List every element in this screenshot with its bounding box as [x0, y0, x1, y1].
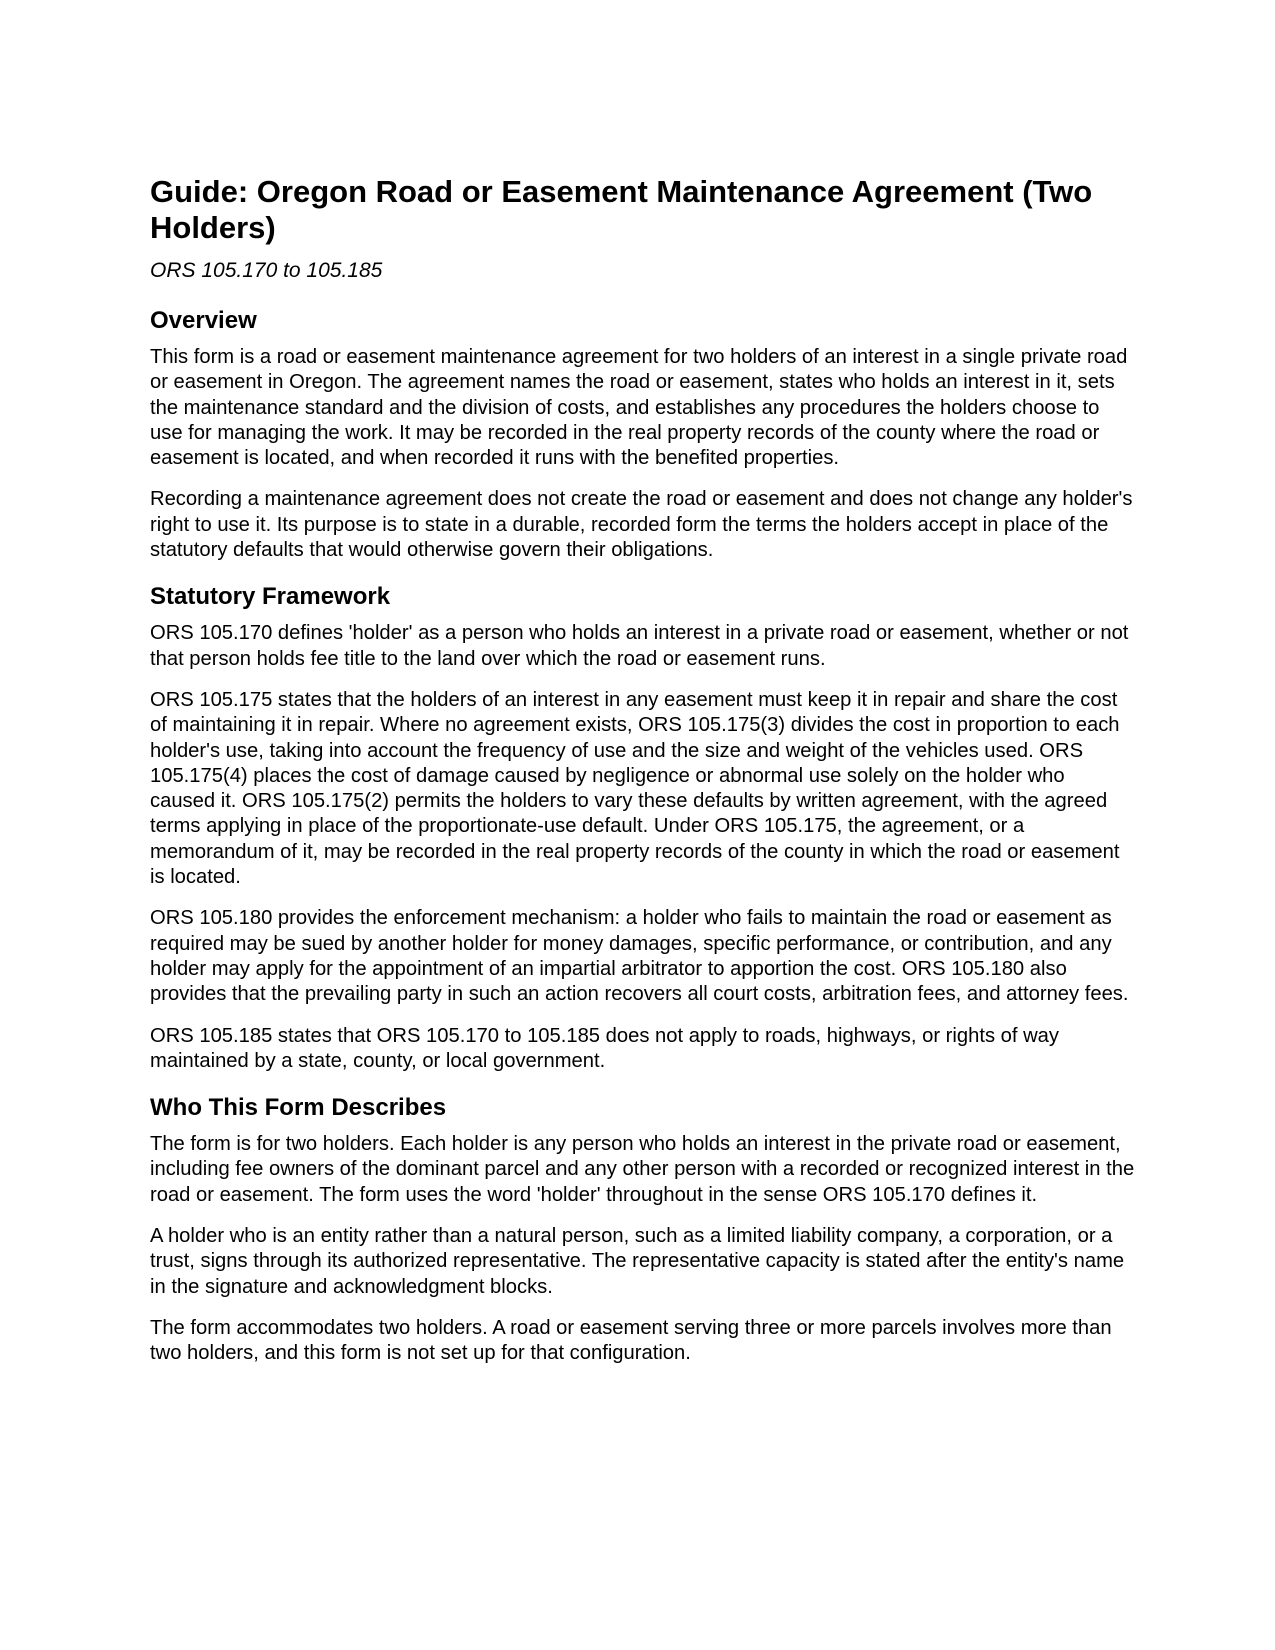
- section-heading-who-this-form-describes: Who This Form Describes: [150, 1094, 447, 1122]
- document-subtitle: ORS 105.170 to 105.185: [150, 259, 383, 282]
- document-title: Guide: Oregon Road or Easement Maintenance Agreement (Two Holders): [150, 174, 1093, 245]
- section-heading-overview: Overview: [150, 307, 257, 334]
- paragraph: ORS 105.170 defines 'holder' as a person who holds an interest in a private road or easement, whether or not that person holds fee title to the land over which the road or easement runs.: [150, 622, 1129, 670]
- paragraph: ORS 105.175 states that the holders of an interest in any easement must keep it in repair and share the cost of maintaining it in repair. Where no agreement exists, ORS 105.175(3) divides the cost in proportion to each holder's use, taking into account the frequency of use and the size and weight of the vehicles used. ORS 105.175(4) places the cost of damage caused by negligence or abnormal use solely on the holder who caused it. ORS 105.175(2) permits the holders to vary these defaults by written agreement, with the agreed terms applying in place of the proportionate-use default. Under ORS 105.175, the agreement, or a memorandum of it, may be recorded in the real property records of the county in which the road or easement is located.: [150, 688, 1120, 889]
- paragraph: A holder who is an entity rather than a natural person, such as a limited liability company, a corporation, or a trust, signs through its authorized representative. The representative capacity is stated after the entity's name in the signature and acknowledgment blocks.: [150, 1225, 1125, 1298]
- paragraph: The form is for two holders. Each holder is any person who holds an interest in the private road or easement, including fee owners of the dominant parcel and any other person with a recorded or recognized interest in the road or easement. The form uses the word 'holder' throughout in the sense ORS 105.170 defines it.: [150, 1133, 1135, 1206]
- paragraph: ORS 105.180 provides the enforcement mechanism: a holder who fails to maintain the road or easement as required may be sued by another holder for money damages, specific performance, or contribution, and any holder may apply for the appointment of an impartial arbitrator to apportion the cost. ORS 105.180 also provides that the prevailing party in such an action recovers all court costs, arbitration fees, and attorney fees.: [150, 907, 1129, 1006]
- section-who-this-form-describes: [150, 1094, 1135, 1366]
- section-statutory-framework: [150, 583, 1135, 1074]
- paragraph: Recording a maintenance agreement does not create the road or easement and does not change any holder's right to use it. Its purpose is to state in a durable, recorded form the terms the holders accept in place of the statutory defaults that would otherwise govern their obligations.: [150, 488, 1133, 562]
- paragraph: This form is a road or easement maintenance agreement for two holders of an interest in a single private road or easement in Oregon. The agreement names the road or easement, states who holds an interest in it, sets the maintenance standard and the division of costs, and establishes any procedures the holders choose to use for managing the work. It may be recorded in the real property records of the county where the road or easement is located, and when recorded it runs with the benefited properties.: [150, 346, 1128, 470]
- document-page: [150, 174, 1135, 1387]
- paragraph: The form accommodates two holders. A road or easement serving three or more parcels involves more than two holders, and this form is not set up for that configuration.: [150, 1316, 1112, 1365]
- section-overview: [150, 307, 1135, 563]
- paragraph: ORS 105.185 states that ORS 105.170 to 105.185 does not apply to roads, highways, or rights of way maintained by a state, county, or local government.: [150, 1024, 1059, 1072]
- section-heading-statutory-framework: Statutory Framework: [150, 583, 391, 611]
